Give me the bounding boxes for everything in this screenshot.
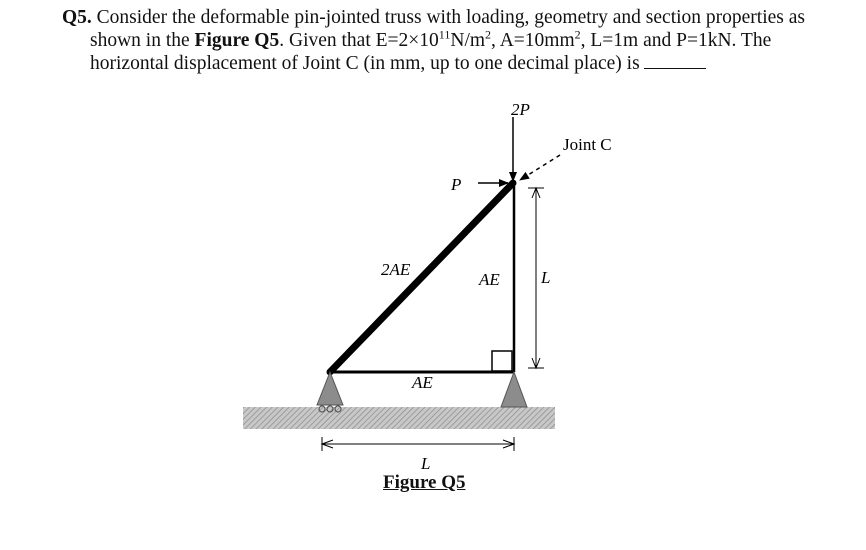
q-line2-a: shown in the xyxy=(90,30,195,51)
question-line-1: Consider the deformable pin-jointed truss with loading, geometry and section properties as xyxy=(96,7,806,28)
q-line3: horizontal displacement of Joint C (in mm, up to one decimal place) is xyxy=(90,53,640,74)
right-angle-mark xyxy=(492,351,512,371)
label-p: P xyxy=(451,175,462,194)
label-joint-c: Joint C xyxy=(563,135,612,154)
ground-hatch xyxy=(243,407,555,429)
question-number: Q5. xyxy=(62,7,92,28)
e-exponent: 11 xyxy=(438,27,451,42)
figure-caption: Figure Q5 xyxy=(383,472,466,493)
area-exponent: 2 xyxy=(574,27,581,42)
q-line2-c: N/m xyxy=(450,30,486,51)
figure-reference: Figure Q5 xyxy=(194,30,280,51)
left-support xyxy=(317,372,343,405)
unit-exponent: 2 xyxy=(485,27,492,42)
label-2p: 2P xyxy=(511,100,530,119)
label-horizontal-stiffness: AE xyxy=(412,373,433,392)
q-line2-e: , L=1m and P=1kN. The xyxy=(580,30,772,51)
label-vertical-stiffness: AE xyxy=(479,270,500,289)
q-line2-d: , A=10mm xyxy=(491,30,575,51)
right-support xyxy=(501,372,527,407)
label-diagonal-stiffness: 2AE xyxy=(381,260,411,279)
label-height-l: L xyxy=(541,268,551,287)
label-width-l: L xyxy=(421,454,431,473)
joint-c-leader xyxy=(520,155,560,180)
q-line2-b: . Given that E=2×10 xyxy=(279,30,439,51)
